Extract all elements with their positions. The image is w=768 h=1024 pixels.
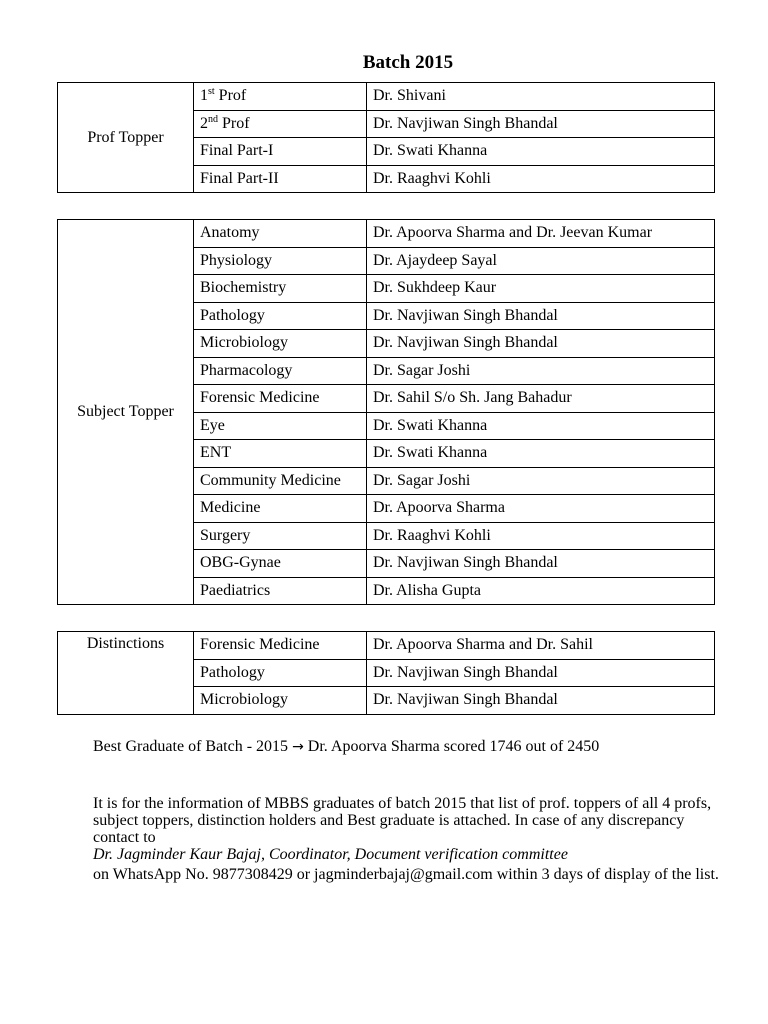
distinctions-table: [57, 631, 715, 715]
subject-cell: Paediatrics: [194, 577, 367, 605]
topper-name: Dr. Swati Khanna: [367, 440, 715, 468]
topper-name: Dr. Sagar Joshi: [367, 357, 715, 385]
topper-name: Dr. Apoorva Sharma and Dr. Sahil: [367, 632, 715, 660]
subject-cell: Eye: [194, 412, 367, 440]
prof-cell: [194, 110, 367, 138]
topper-name: Dr. Navjiwan Singh Bhandal: [367, 110, 715, 138]
best-graduate-line: [93, 738, 599, 756]
topper-name: Dr. Sahil S/o Sh. Jang Bahadur: [367, 385, 715, 413]
topper-name: Dr. Navjiwan Singh Bhandal: [367, 330, 715, 358]
info-notice: [93, 795, 733, 883]
prof-cell: [194, 83, 367, 111]
topper-name: Dr. Ajaydeep Sayal: [367, 247, 715, 275]
topper-name: Dr. Sukhdeep Kaur: [367, 275, 715, 303]
subject-cell: Forensic Medicine: [194, 632, 367, 660]
topper-name: Dr. Navjiwan Singh Bhandal: [367, 687, 715, 715]
prof-num: 2: [200, 114, 208, 132]
subject-cell: Surgery: [194, 522, 367, 550]
topper-name: Dr. Apoorva Sharma: [367, 495, 715, 523]
prof-rest: Prof: [214, 87, 247, 105]
subject-cell: Community Medicine: [194, 467, 367, 495]
topper-name: Dr. Shivani: [367, 83, 715, 111]
topper-name: Dr. Swati Khanna: [367, 412, 715, 440]
prof-ordinal: st: [208, 86, 215, 98]
subject-cell: Anatomy: [194, 220, 367, 248]
topper-name: Dr. Raaghvi Kohli: [367, 165, 715, 193]
subject-cell: Forensic Medicine: [194, 385, 367, 413]
contact-line: on WhatsApp No. 9877308429 or jagminderbajaj@gmail.com within 3 days of display of the list.: [93, 866, 719, 883]
subject-cell: Pharmacology: [194, 357, 367, 385]
subject-topper-label: Subject Topper: [58, 220, 194, 605]
subject-cell: OBG-Gynae: [194, 550, 367, 578]
info-paragraph: It is for the information of MBBS graduates of batch 2015 that list of prof. toppers of all 4 profs, subject toppers, distinction holders and Best graduate is attached. In case of any discrepancy contact to: [93, 795, 712, 846]
best-graduate-text: Dr. Apoorva Sharma scored 1746 out of 2450: [307, 738, 600, 755]
prof-topper-table: [57, 82, 715, 193]
right-arrow-icon: →: [292, 739, 304, 755]
subject-topper-table: [57, 219, 715, 605]
prof-cell: [194, 138, 367, 166]
table-row: [58, 83, 715, 111]
prof-num: 1: [200, 87, 208, 105]
topper-name: Dr. Sagar Joshi: [367, 467, 715, 495]
topper-name: Dr. Navjiwan Singh Bhandal: [367, 550, 715, 578]
page-title: Batch 2015: [362, 52, 454, 73]
prof-rest: Prof: [218, 114, 250, 132]
topper-name: Dr. Alisha Gupta: [367, 577, 715, 605]
topper-name: Dr. Navjiwan Singh Bhandal: [367, 659, 715, 687]
distinctions-label: Distinctions: [58, 632, 194, 715]
subject-cell: Microbiology: [194, 687, 367, 715]
topper-name: Dr. Navjiwan Singh Bhandal: [367, 302, 715, 330]
subject-cell: Pathology: [194, 302, 367, 330]
table-row: [58, 220, 715, 248]
best-graduate-label: Best Graduate of Batch - 2015: [93, 738, 289, 755]
subject-cell: Biochemistry: [194, 275, 367, 303]
prof-num: Final Part-I: [200, 142, 274, 160]
prof-topper-label: Prof Topper: [58, 83, 194, 193]
subject-cell: Physiology: [194, 247, 367, 275]
prof-ordinal: nd: [208, 113, 218, 125]
table-row: [58, 632, 715, 660]
subject-cell: Pathology: [194, 659, 367, 687]
prof-num: Final Part-II: [200, 169, 279, 187]
topper-name: Dr. Apoorva Sharma and Dr. Jeevan Kumar: [367, 220, 715, 248]
prof-cell: [194, 165, 367, 193]
topper-name: Dr. Swati Khanna: [367, 138, 715, 166]
topper-name: Dr. Raaghvi Kohli: [367, 522, 715, 550]
subject-cell: ENT: [194, 440, 367, 468]
coordinator-line: Dr. Jagminder Kaur Bajaj, Coordinator, Document verification committee: [93, 846, 568, 863]
subject-cell: Microbiology: [194, 330, 367, 358]
subject-cell: Medicine: [194, 495, 367, 523]
